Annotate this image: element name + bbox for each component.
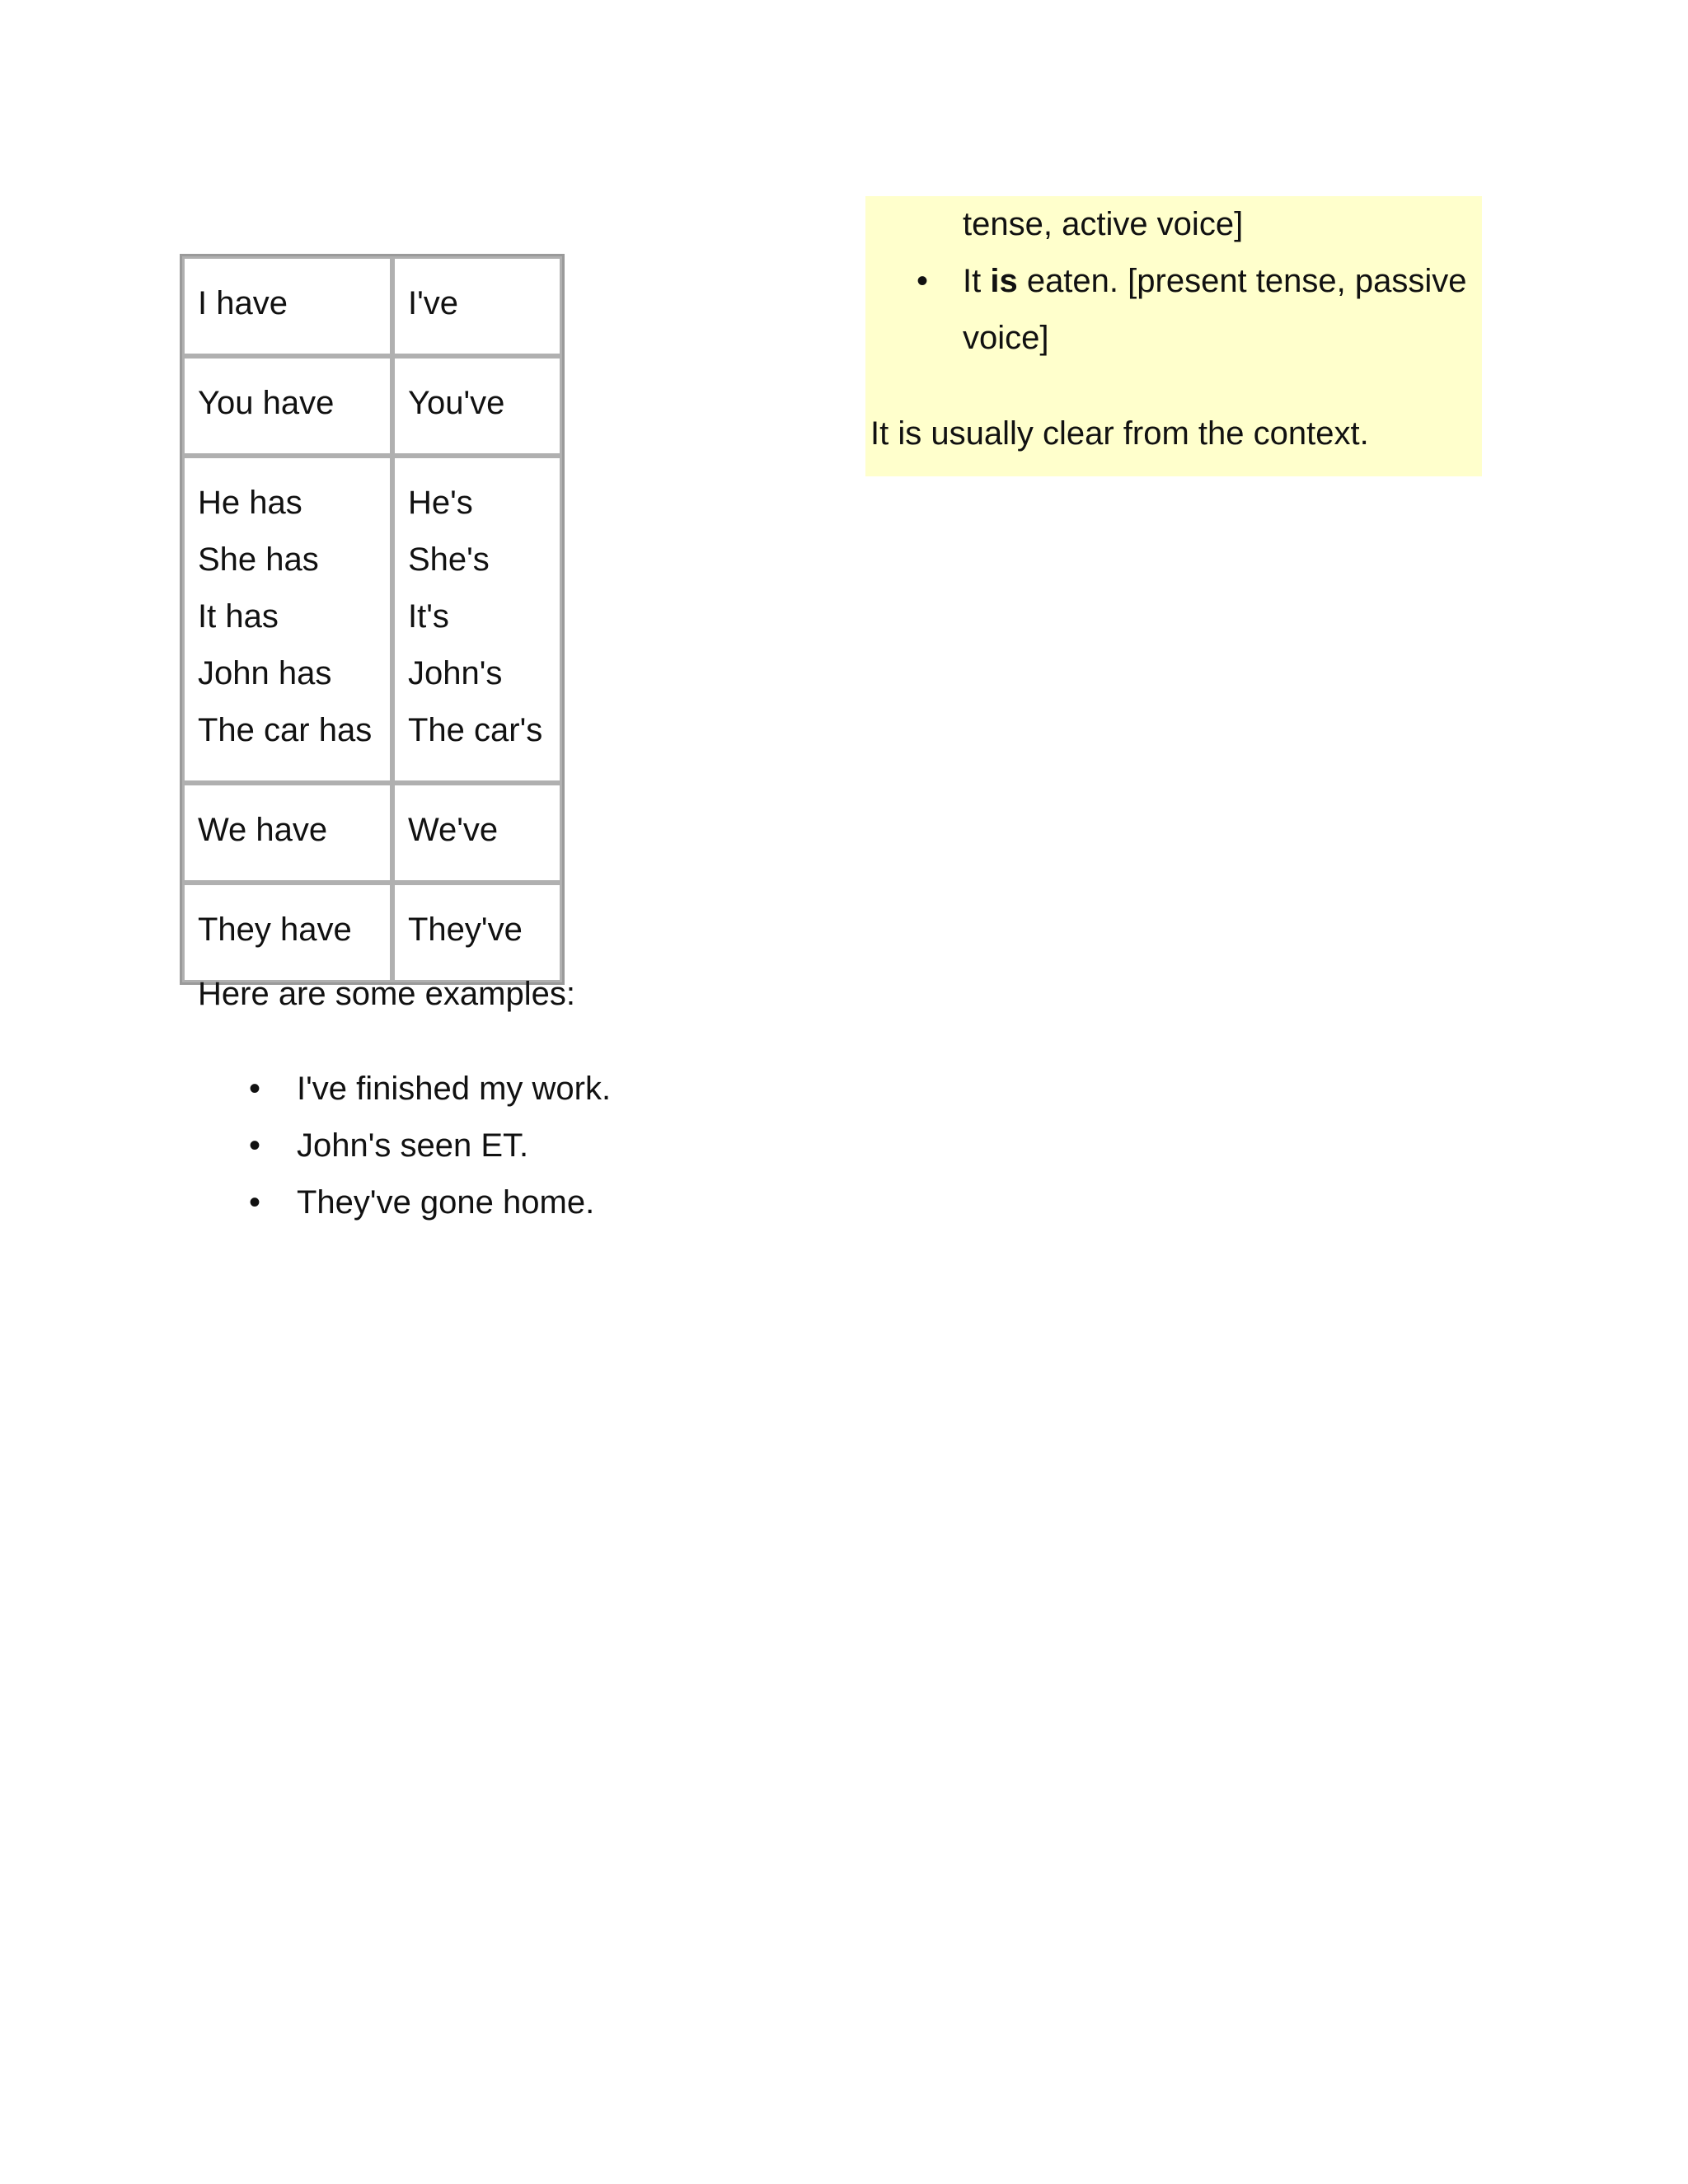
contraction: You've xyxy=(408,385,505,421)
table-row xyxy=(182,456,562,783)
list-item xyxy=(198,1174,611,1231)
note-box xyxy=(865,196,1482,476)
contraction: It's xyxy=(408,598,449,635)
bullet-icon: • xyxy=(917,263,929,299)
contraction: John's xyxy=(408,655,503,691)
note-footer: It is usually clear from the context. xyxy=(870,415,1369,452)
table-cell-full-form xyxy=(182,783,392,883)
table-row xyxy=(182,356,562,456)
note-bullet-wrap: voice] xyxy=(963,320,1049,356)
full-form: It has xyxy=(198,598,279,635)
contraction: They've xyxy=(408,912,523,948)
contractions-table xyxy=(180,254,565,985)
list-item xyxy=(198,1061,611,1118)
note-bullet-line xyxy=(963,253,1467,310)
table-cell-contraction xyxy=(392,783,562,883)
note-bullet-suffix: eaten. [present tense, passive xyxy=(1017,263,1467,299)
full-form: We have xyxy=(198,812,328,848)
bullet-icon: • xyxy=(249,1071,261,1107)
example-text: John's seen ET. xyxy=(297,1127,529,1164)
full-form: John has xyxy=(198,655,332,691)
table-row xyxy=(182,256,562,356)
table-cell-contraction xyxy=(392,356,562,456)
example-text: I've finished my work. xyxy=(297,1071,612,1107)
full-form: She has xyxy=(198,541,319,578)
contraction: She's xyxy=(408,541,490,578)
note-continuation-line: tense, active voice] xyxy=(963,206,1244,242)
example-text: They've gone home. xyxy=(297,1184,595,1221)
full-form: They have xyxy=(198,912,352,948)
table-cell-contraction xyxy=(392,456,562,783)
contraction: The car's xyxy=(408,712,543,748)
full-form: He has xyxy=(198,485,302,521)
contraction: He's xyxy=(408,485,473,521)
full-form: I have xyxy=(198,285,288,321)
table-row xyxy=(182,783,562,883)
bullet-icon: • xyxy=(249,1127,261,1164)
note-bullet-bold: is xyxy=(990,263,1018,299)
table-cell-full-form xyxy=(182,356,392,456)
full-form: You have xyxy=(198,385,335,421)
examples-intro: Here are some examples: xyxy=(198,976,575,1012)
contraction: I've xyxy=(408,285,458,321)
full-form: The car has xyxy=(198,712,373,748)
table-cell-full-form xyxy=(182,256,392,356)
contractions-section xyxy=(180,254,773,985)
table-cell-contraction xyxy=(392,256,562,356)
examples-list xyxy=(198,1061,611,1231)
note-bullet-prefix: It xyxy=(963,263,991,299)
bullet-icon: • xyxy=(249,1184,261,1221)
table-cell-full-form xyxy=(182,456,392,783)
contraction: We've xyxy=(408,812,499,848)
list-item xyxy=(198,1118,611,1174)
